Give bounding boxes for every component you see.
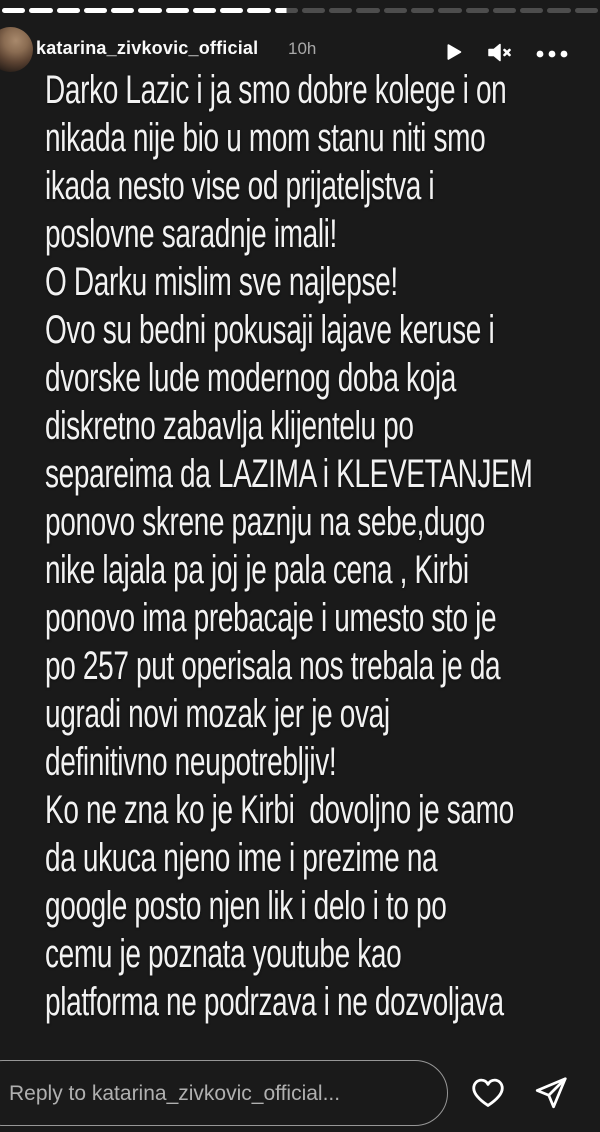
story-text-line: Ovo su bedni pokusaji lajave keruse i	[45, 308, 495, 352]
story-text-line: da ukuca njeno ime i prezime na	[45, 836, 438, 880]
reply-input[interactable]	[7, 1061, 431, 1127]
story-text-line: ikada nesto vise od prijateljstva i	[45, 164, 435, 208]
progress-segment	[547, 8, 570, 13]
avatar[interactable]	[0, 27, 33, 72]
story-text-line: ponovo ima prebacaje i umesto sto je	[45, 596, 497, 640]
progress-segment	[356, 8, 379, 13]
progress-segment	[2, 8, 25, 13]
username[interactable]: katarina_zivkovic_official	[36, 38, 259, 58]
progress-segment	[29, 8, 52, 13]
story-text-line: platforma ne podrzava i ne dozvoljava	[45, 980, 504, 1024]
story-text-line: nike lajala pa joj je pala cena , Kirbi	[45, 548, 469, 592]
progress-segment	[247, 8, 270, 13]
story-text-line: cemu je poznata youtube kao	[45, 932, 402, 976]
reply-input-container[interactable]	[0, 1060, 448, 1126]
more-options-icon[interactable]	[535, 47, 569, 65]
story-text-line: Darko Lazic i ja smo dobre kolege i on	[45, 68, 507, 112]
progress-segment	[275, 8, 298, 13]
timestamp: 10h	[288, 39, 317, 58]
play-icon[interactable]	[442, 40, 464, 69]
progress-segment	[220, 8, 243, 13]
story-text-line: definitivno neupotrebljiv!	[45, 740, 337, 784]
story-text-line: po 257 put operisala nos trebala je da	[45, 644, 501, 688]
audio-muted-icon[interactable]	[486, 41, 514, 69]
share-icon[interactable]	[533, 1075, 569, 1116]
story-text-line: poslovne saradnje imali!	[45, 212, 337, 256]
progress-segment	[466, 8, 489, 13]
story-text-line: nikada nije bio u mom stanu niti smo	[45, 116, 486, 160]
story-text-line: dvorske lude modernog doba koja	[45, 356, 456, 400]
heart-icon[interactable]	[469, 1073, 507, 1116]
progress-segment	[111, 8, 134, 13]
story-text-line: google posto njen lik i delo i to po	[45, 884, 447, 928]
story-text	[45, 66, 600, 1026]
progress-segment	[193, 8, 216, 13]
progress-segment	[302, 8, 325, 13]
story-text-line: Ko ne zna ko je Kirbi dovoljno je samo	[45, 788, 514, 832]
story-progress-bar	[2, 8, 598, 13]
story-text-line: diskretno zabavlja klijentelu po	[45, 404, 414, 448]
progress-segment	[384, 8, 407, 13]
progress-segment	[166, 8, 189, 13]
progress-segment	[575, 8, 598, 13]
progress-segment	[138, 8, 161, 13]
progress-segment	[493, 8, 516, 13]
progress-segment	[84, 8, 107, 13]
story-text-line: ugradi novi mozak jer je ovaj	[45, 692, 390, 736]
progress-segment	[411, 8, 434, 13]
progress-segment	[57, 8, 80, 13]
progress-segment	[329, 8, 352, 13]
progress-segment	[520, 8, 543, 13]
story-text-line: separeima da LAZIMA i KLEVETANJEM	[45, 452, 533, 496]
progress-segment	[438, 8, 461, 13]
story-text-line: O Darku mislim sve najlepse!	[45, 260, 398, 304]
story-text-line: ponovo skrene paznju na sebe,dugo	[45, 500, 485, 544]
